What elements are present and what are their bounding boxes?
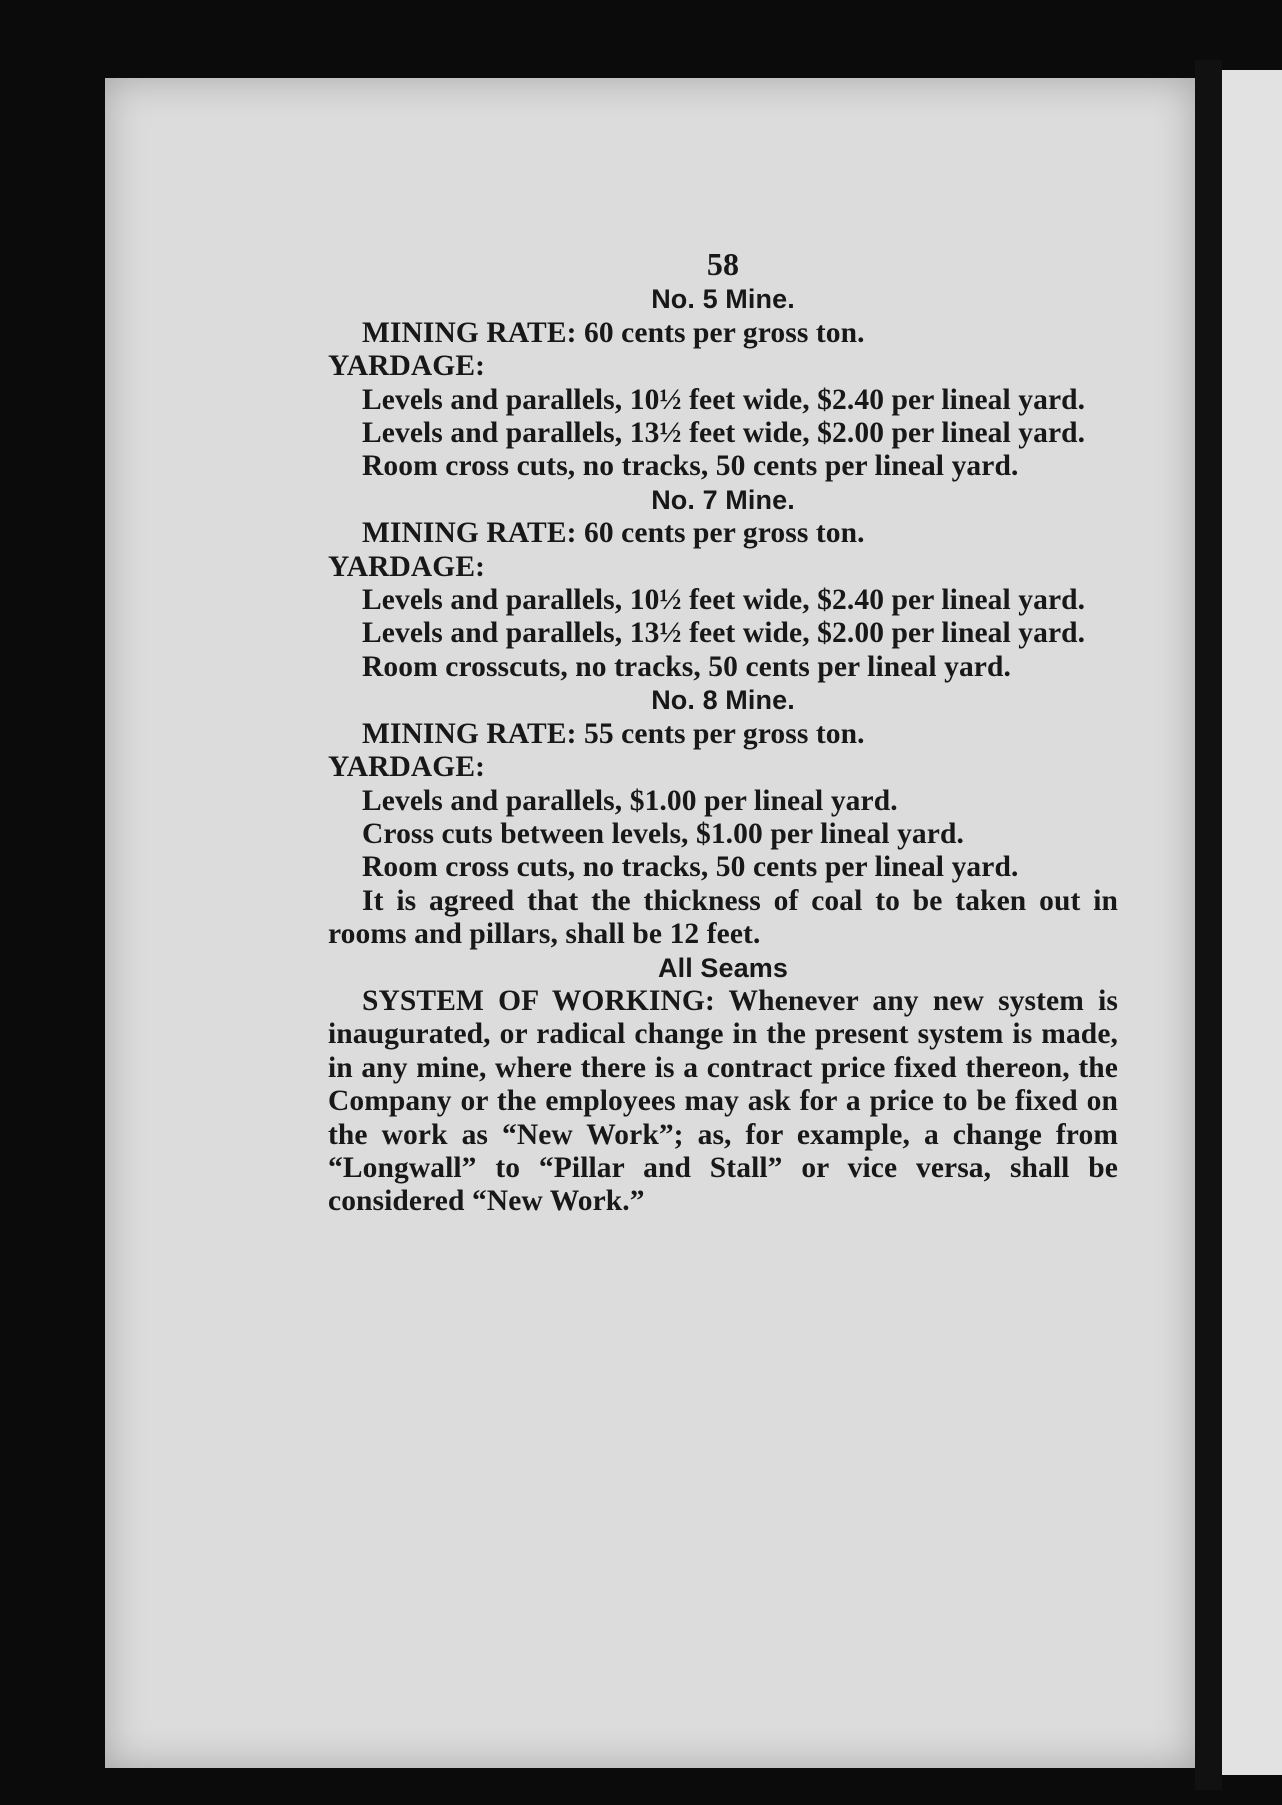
yardage-label-no5: YARDAGE: — [328, 350, 486, 383]
yardage-item: Levels and parallels, 13½ feet wide, $2.00 per lineal yard. — [362, 617, 1086, 650]
yardage-item: Room crosscuts, no tracks, 50 cents per lineal yard. — [362, 650, 1011, 683]
section-heading-no5: No. 5 Mine. — [651, 284, 795, 315]
yardage-item: Levels and parallels, 10½ feet wide, $2.40 per lineal yard. — [362, 383, 1086, 416]
yardage-item: Levels and parallels, 13½ feet wide, $2.00 per lineal yard. — [362, 417, 1086, 450]
yardage-label-no7: YARDAGE: — [328, 550, 486, 583]
yardage-item: Levels and parallels, 10½ feet wide, $2.40 per lineal yard. — [362, 584, 1086, 617]
section-heading-no8: No. 8 Mine. — [651, 685, 795, 716]
yardage-item: Room cross cuts, no tracks, 50 cents per lineal yard. — [362, 450, 1019, 483]
yardage-item: Levels and parallels, $1.00 per lineal yard. — [362, 784, 898, 817]
facing-page-edge — [1222, 70, 1282, 1775]
coal-thickness-agreement: It is agreed that the thickness of coal to be taken out in rooms and pillars, shall be 12 feet. — [328, 884, 1118, 951]
section-heading-no7: No. 7 Mine. — [651, 484, 795, 515]
mining-rate-no5: MINING RATE: 60 cents per gross ton. — [362, 316, 865, 349]
mining-rate-no8: MINING RATE: 55 cents per gross ton. — [362, 717, 865, 750]
mining-rate-no7: MINING RATE: 60 cents per gross ton. — [362, 517, 865, 550]
yardage-item: Cross cuts between levels, $1.00 per lineal yard. — [362, 817, 964, 850]
page-number: 58 — [706, 246, 740, 282]
book-gutter — [1195, 60, 1222, 1790]
yardage-item: Room cross cuts, no tracks, 50 cents per lineal yard. — [362, 851, 1019, 884]
page-text — [328, 248, 1118, 1219]
section-heading-all-seams: All Seams — [658, 952, 788, 983]
system-of-working-paragraph: SYSTEM OF WORKING: Whenever any new system is inaugurated, or radical change in the present system is made, in any mine, where there is a contract price fixed thereon, the Company or the employees may ask for a price to be fixed on the work as “New Work”; as, for example, a change from “Longwall” to “Pillar and Stall” or vice versa, shall be considered “New Work.” — [328, 984, 1118, 1218]
yardage-label-no8: YARDAGE: — [328, 751, 486, 784]
